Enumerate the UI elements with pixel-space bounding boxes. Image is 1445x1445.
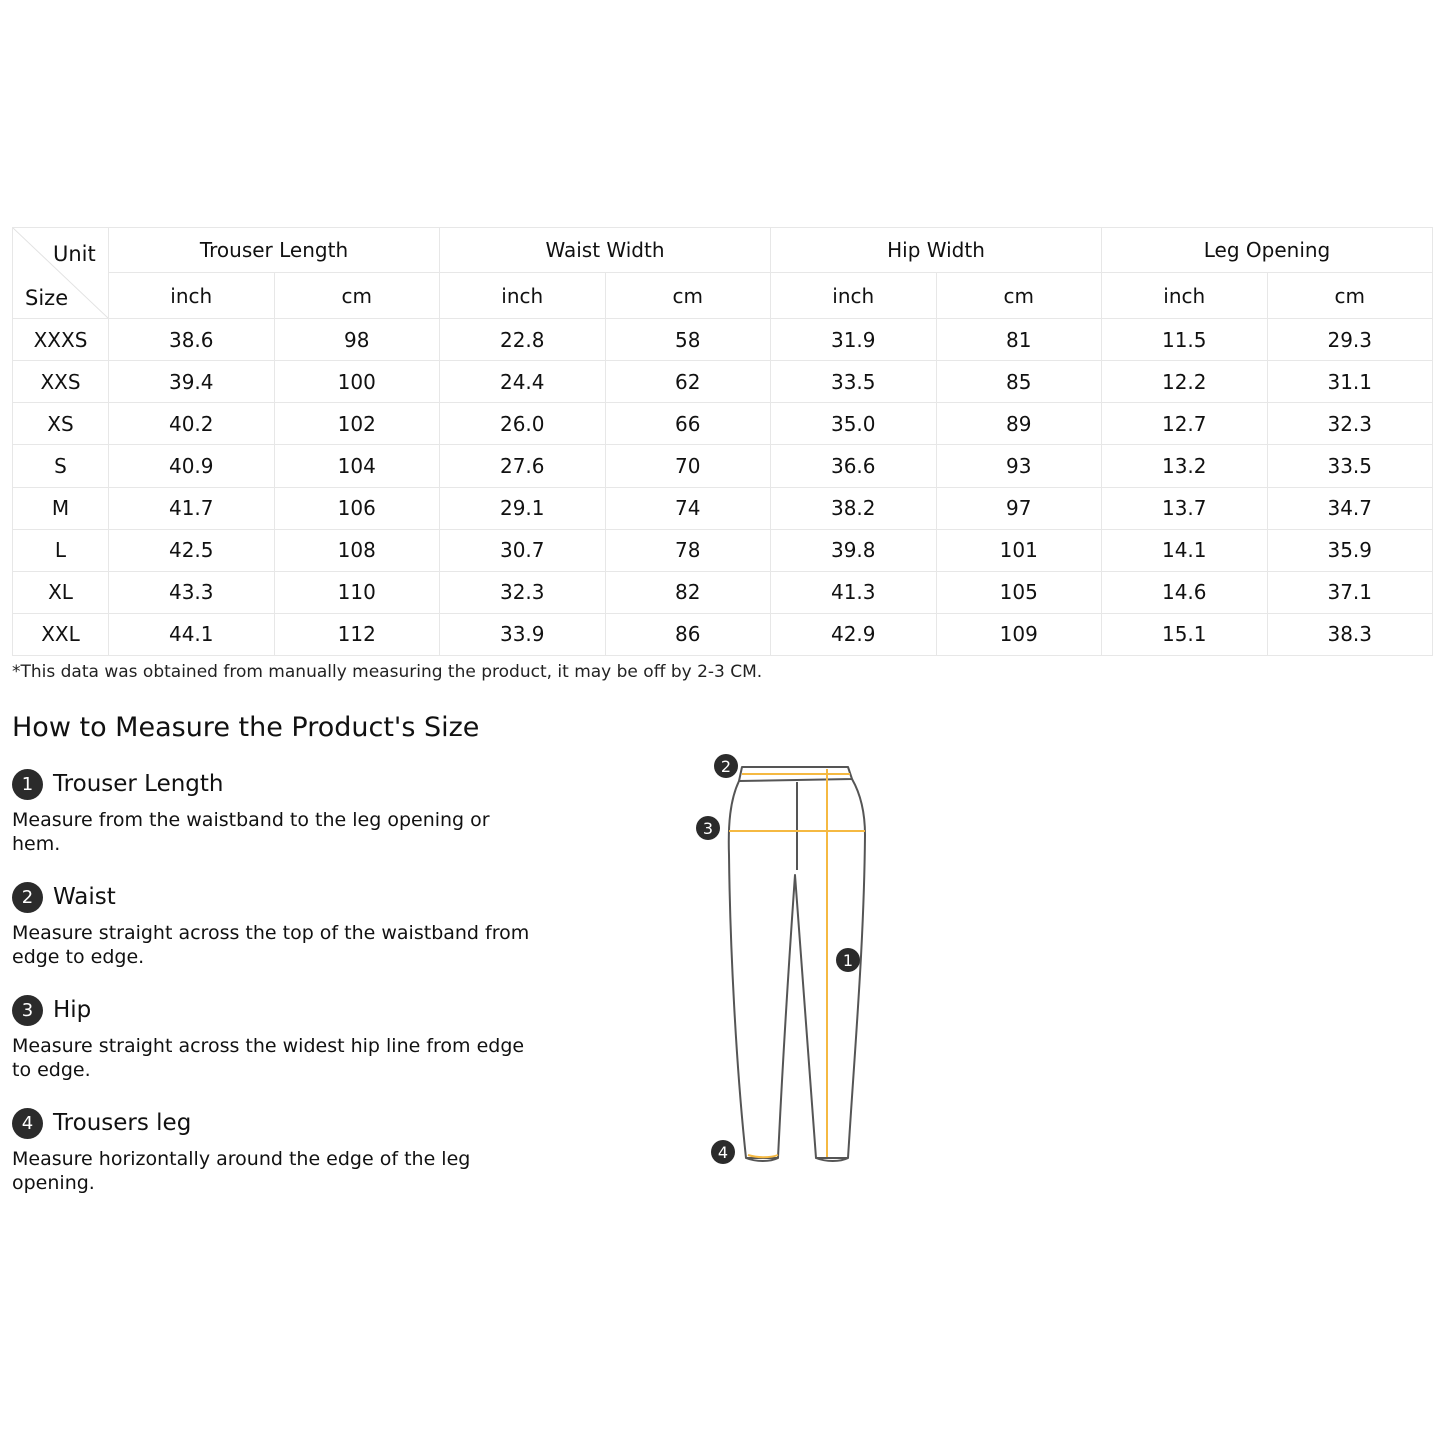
measurement-cell: 39.4 — [109, 361, 275, 403]
guide-step-waist — [12, 881, 532, 969]
measurement-cell: 14.6 — [1102, 571, 1268, 613]
step-description: Measure from the waistband to the leg opening or hem. — [12, 809, 490, 855]
marker-4-label: 4 — [717, 1143, 729, 1162]
step-number-badge: 4 — [12, 1108, 43, 1139]
measurement-cell: 106 — [274, 487, 440, 529]
measurement-cell: 41.3 — [771, 571, 937, 613]
size-label-cell: XL — [13, 571, 109, 613]
table-row — [13, 403, 1433, 445]
measurement-cell: 30.7 — [440, 529, 606, 571]
step-description: Measure straight across the top of the waistband from edge to edge. — [12, 922, 530, 968]
measurement-cell: 33.5 — [1267, 445, 1433, 487]
measurement-cell: 36.6 — [771, 445, 937, 487]
measurement-cell: 110 — [274, 571, 440, 613]
marker-2-label: 2 — [720, 757, 732, 776]
marker-1 — [836, 948, 860, 972]
measurement-disclaimer: *This data was obtained from manually measuring the product, it may be off by 2-3 CM. — [12, 662, 763, 682]
step-number-badge: 2 — [12, 882, 43, 913]
unit-header: cm — [274, 273, 440, 319]
unit-header: inch — [1102, 273, 1268, 319]
table-row — [13, 571, 1433, 613]
measurement-cell: 29.1 — [440, 487, 606, 529]
measurement-cell: 98 — [274, 319, 440, 361]
size-label-cell: XXL — [13, 613, 109, 655]
step-number-badge: 3 — [12, 995, 43, 1026]
measurement-cell: 34.7 — [1267, 487, 1433, 529]
measurement-cell: 81 — [936, 319, 1102, 361]
measurement-cell: 97 — [936, 487, 1102, 529]
table-body — [13, 319, 1433, 656]
measurement-cell: 12.2 — [1102, 361, 1268, 403]
measurement-cell: 85 — [936, 361, 1102, 403]
unit-header: cm — [936, 273, 1102, 319]
measurement-cell: 13.2 — [1102, 445, 1268, 487]
step-title: Trousers leg — [53, 1110, 192, 1136]
measurement-cell: 78 — [605, 529, 771, 571]
leg-opening-measure-line — [748, 1155, 778, 1157]
measurement-cell: 31.9 — [771, 319, 937, 361]
group-header-trouser-length: Trouser Length — [109, 228, 440, 273]
measurement-cell: 39.8 — [771, 529, 937, 571]
size-chart-table — [12, 227, 1433, 656]
measurement-cell: 27.6 — [440, 445, 606, 487]
measurement-cell: 32.3 — [1267, 403, 1433, 445]
marker-2 — [714, 754, 738, 778]
step-title: Trouser Length — [53, 771, 224, 797]
guide-title: How to Measure the Product's Size — [12, 712, 480, 743]
size-label-cell: S — [13, 445, 109, 487]
measurement-cell: 112 — [274, 613, 440, 655]
measurement-cell: 44.1 — [109, 613, 275, 655]
measurement-cell: 58 — [605, 319, 771, 361]
table-row — [13, 445, 1433, 487]
measurement-cell: 24.4 — [440, 361, 606, 403]
marker-4 — [711, 1140, 735, 1164]
measurement-cell: 62 — [605, 361, 771, 403]
measurement-cell: 82 — [605, 571, 771, 613]
corner-unit-label: Unit — [53, 242, 96, 266]
measurement-cell: 33.5 — [771, 361, 937, 403]
measurement-cell: 108 — [274, 529, 440, 571]
unit-header: cm — [605, 273, 771, 319]
marker-3 — [696, 816, 720, 840]
measurement-cell: 93 — [936, 445, 1102, 487]
measurement-cell: 41.7 — [109, 487, 275, 529]
size-label-cell: M — [13, 487, 109, 529]
measurement-cell: 32.3 — [440, 571, 606, 613]
measurement-cell: 70 — [605, 445, 771, 487]
measurement-cell: 40.9 — [109, 445, 275, 487]
guide-step-trouser-length — [12, 768, 532, 856]
measurement-cell: 74 — [605, 487, 771, 529]
size-label-cell: XXXS — [13, 319, 109, 361]
measurement-cell: 31.1 — [1267, 361, 1433, 403]
measurement-cell: 29.3 — [1267, 319, 1433, 361]
measurement-cell: 40.2 — [109, 403, 275, 445]
size-label-cell: XS — [13, 403, 109, 445]
measurement-cell: 37.1 — [1267, 571, 1433, 613]
measurement-cell: 38.3 — [1267, 613, 1433, 655]
measurement-cell: 12.7 — [1102, 403, 1268, 445]
group-header-leg-opening: Leg Opening — [1102, 228, 1433, 273]
marker-3-label: 3 — [702, 819, 714, 838]
measurement-cell: 89 — [936, 403, 1102, 445]
unit-header: inch — [440, 273, 606, 319]
trousers-measurement-diagram — [690, 745, 880, 1175]
measurement-cell: 109 — [936, 613, 1102, 655]
group-header-waist-width: Waist Width — [440, 228, 771, 273]
measurement-cell: 11.5 — [1102, 319, 1268, 361]
size-label-cell: XXS — [13, 361, 109, 403]
measurement-cell: 35.9 — [1267, 529, 1433, 571]
measurement-cell: 22.8 — [440, 319, 606, 361]
unit-header: cm — [1267, 273, 1433, 319]
measurement-cell: 43.3 — [109, 571, 275, 613]
measurement-cell: 15.1 — [1102, 613, 1268, 655]
step-title: Hip — [53, 997, 92, 1023]
table-row — [13, 319, 1433, 361]
measurement-cell: 42.5 — [109, 529, 275, 571]
measurement-cell: 101 — [936, 529, 1102, 571]
measurement-cell: 66 — [605, 403, 771, 445]
measurement-cell: 86 — [605, 613, 771, 655]
measurement-cell: 38.2 — [771, 487, 937, 529]
unit-header: inch — [109, 273, 275, 319]
measurement-cell: 105 — [936, 571, 1102, 613]
measurement-cell: 35.0 — [771, 403, 937, 445]
step-description: Measure horizontally around the edge of the leg opening. — [12, 1148, 471, 1194]
table-row — [13, 361, 1433, 403]
table-row — [13, 529, 1433, 571]
measurement-cell: 13.7 — [1102, 487, 1268, 529]
measurement-cell: 26.0 — [440, 403, 606, 445]
corner-size-label: Size — [25, 286, 69, 310]
table-corner-cell — [13, 228, 109, 319]
group-header-hip-width: Hip Width — [771, 228, 1102, 273]
marker-1-label: 1 — [842, 951, 854, 970]
measurement-cell: 33.9 — [440, 613, 606, 655]
unit-header: inch — [771, 273, 937, 319]
measurement-cell: 100 — [274, 361, 440, 403]
step-description: Measure straight across the widest hip line from edge to edge. — [12, 1035, 525, 1081]
guide-step-trousers-leg — [12, 1107, 532, 1195]
measurement-cell: 42.9 — [771, 613, 937, 655]
step-title: Waist — [53, 884, 116, 910]
size-label-cell: L — [13, 529, 109, 571]
table-row — [13, 487, 1433, 529]
guide-step-hip — [12, 994, 532, 1082]
table-row — [13, 613, 1433, 655]
measurement-cell: 102 — [274, 403, 440, 445]
measurement-cell: 104 — [274, 445, 440, 487]
measurement-cell: 38.6 — [109, 319, 275, 361]
step-number-badge: 1 — [12, 769, 43, 800]
measurement-cell: 14.1 — [1102, 529, 1268, 571]
